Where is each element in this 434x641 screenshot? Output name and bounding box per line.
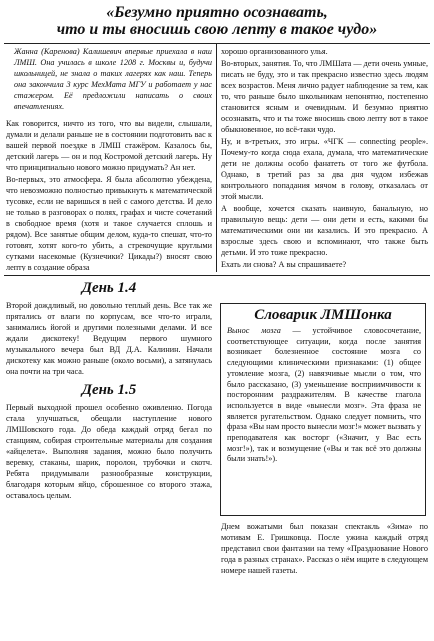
article-paragraph: Во-вторых, занятия. То, что ЛМШата — дети очень умные, писать не буду, это и так прекрасно известно здесь людям всех возрастов. Меня лично радует наблюдение за тем, как то, что раньше было школьникам непонятно, постепенно становится ясным и очевидным. И безумно приятно осознавать, что и ты тоже вносишь свою лепту вот в такое обыкновенное, но всё-таки чудо. (221, 59, 428, 134)
glossary-title: Словарик ЛМШонка (254, 307, 392, 323)
glossary-box (220, 303, 426, 516)
headline-line-2: что и ты вносишь свою лепту в такое чудо» (56, 21, 378, 38)
day-1-5-text (6, 402, 212, 636)
article-paragraph: Ехать ли снова? А вы спрашиваете? (221, 260, 347, 269)
article-paragraph: Как говорится, ничто из того, что вы видели, слышали, думали и делали раньше не в состоянии подготовить вас к вашей первой поездке в ЛМШ стажёром. Казалось бы, детский лагерь — он и под Костромой детский лагерь. Ну что принципиально нового можно придумать? Ан нет. (6, 119, 212, 172)
article-paragraph: Во-первых, это атмосфера. Я была абсолютно убеждена, что невозможно полностью привыкнуть к математической тусовке, если не варишься в ней с самого детства. И дело не только в разговорах о полях, графах и чисте сочетаний в свободное время (хотя и такое случается сплошь и рядом). Все занятые общим делом, куда-то спешат, что-то готовят, хотят кого-то убить, а стрекочущие круглыми сутками насекомые (Кузнечики? Цикады?) вносят свою лепту в создание образа (6, 175, 212, 271)
article-headline (0, 4, 434, 42)
day-1-5-continuation (221, 521, 428, 637)
day-1-5-paragraph: Первый выходной прошел особенно оживленно. Погода стала улучшаться, обещали наступление нового ЛМШовского года. До обеда каждый отряд бегал по станциям, собирая строительные материалы для создания «айцелета». Выполняя задания, можно было получить веревку, стаканы, шарик, поролон, трубочки и скотч. Ребята придумывали разнообразные конструкции, благодаря которым яйцо, сброшенное со второго этажа, оставалось целым. (6, 403, 212, 500)
continuation-paragraph: Днем вожатыми был показан спектакль «Зима» по мотивам Е. Гришковца. После ужина каждый отряд представил свои фантазии на тему «Празднование Нового года в разных странах». Рассказ о нём ищите в следующем номере нашей газеты. (221, 522, 428, 575)
article-paragraph: А вообще, хочется сказать наивную, банальную, но правильную вещь: дети — они дети и есть, какими бы математическими они ни казались. И это прекрасно. А взрослые здесь свою и вспоминают, что также быть детьми. И это тоже прекрасно. (221, 204, 428, 257)
day-1-4-title: День 1.4 (81, 280, 137, 296)
day-1-5-title: День 1.5 (81, 382, 137, 398)
article-paragraph: хорошо организованного улья. (221, 47, 328, 56)
section-rule (4, 275, 430, 276)
day-1-4-paragraph: Второй дождливый, но довольно теплый день. Все так же прятались от влаги по корпусам, все что-то играли, занимались йогой и другими полезными делами. И все ждали дискотеку! Ведущим первого шумного музыкального вечера был ВД Д.А. Калинин. Начали дискотеку как можно раньше (около восьми), а затянулась она почти на три часа. (6, 301, 212, 376)
article-intro: Жанна (Каренова) Калишевич впервые приехала в наш ЛМШ. Она училась в школе 1208 г. Москвы и, будучи школьницей, не знала о таких лагерях как наш. Теперь она закончила 3 курс МехМата МГУ и работает у нас стажером. Её предложили написать о своих впечатлениях. (14, 47, 212, 111)
glossary-entry (227, 326, 421, 465)
article-paragraph: Ну, и в-третьих, это игры. «ЧГК — connecting people». Почему-то когда сюда ехала, думала, что математические дети не должны особо фанатеть от того же футбола. Однако, в третий раз за два дня чудом избежав контрольного попадания мячом в голову, отказалась от этой мысли. (221, 137, 428, 201)
top-rule (4, 43, 430, 44)
glossary-definition: — устойчивое словосочетание, соответствующее ситуации, когда после занятия возникает болезненное состояние мозга со следующими клиническими признаками: (1) общее утомление мозга, (2) навязчивые мысли о том, что было рассказано, (3) уменьшение восприимчивости к посторонним раздражителям. В качестве глагола используется в виде «вынесли мозг». Эта фраза не является ругательством. Однако следует помнить, что фраза «Вы нам просто вынесли мозг!» может вызвать у преподавателя как восторг («Значит, у Вас есть мозг!»), так и возмущение («Вы и так всё это должны были знать!»). (227, 326, 422, 464)
glossary-term: Вынос мозга (227, 326, 281, 335)
column-divider (216, 44, 217, 272)
article-left-column (6, 46, 212, 271)
day-1-4-text (6, 300, 212, 382)
article-right-column (221, 46, 428, 271)
headline-line-1: «Безумно приятно осознавать, (106, 4, 328, 21)
